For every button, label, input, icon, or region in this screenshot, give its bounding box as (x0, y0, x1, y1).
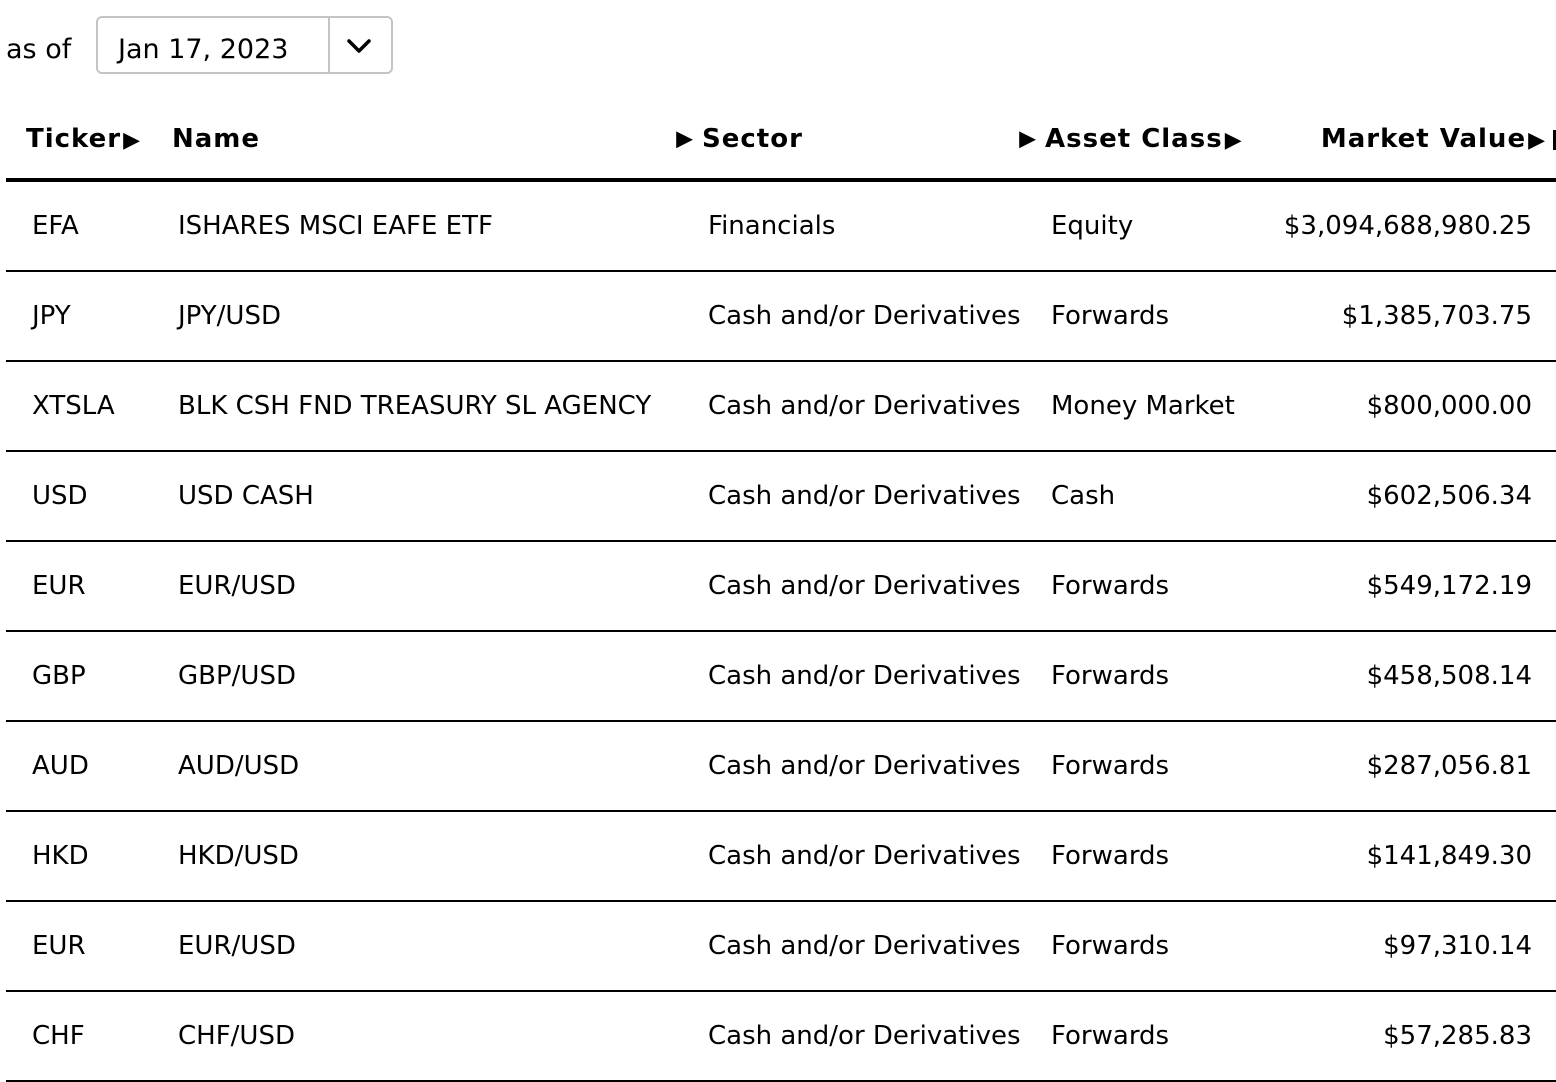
cell-asset-class: Forwards (1043, 541, 1283, 631)
cell-asset-class: Money Market (1043, 361, 1283, 451)
cell-ticker: EUR (6, 541, 170, 631)
table-row (6, 361, 1556, 451)
cell-asset-class: Forwards (1043, 901, 1283, 991)
cell-asset-class: Cash (1043, 451, 1283, 541)
cell-sector: Cash and/or Derivatives (700, 541, 1043, 631)
column-header-label: Sector (702, 124, 803, 154)
cell-ticker: XTSLA (6, 361, 170, 451)
cell-market-value: $549,172.19 (1283, 541, 1556, 631)
sort-arrow-icon: ▶ (123, 128, 142, 153)
cell-ticker: JPY (6, 271, 170, 361)
cell-sector: Cash and/or Derivatives (700, 901, 1043, 991)
cell-asset-class: Forwards (1043, 811, 1283, 901)
cell-name: USD CASH (170, 451, 700, 541)
cell-sector: Cash and/or Derivatives (700, 721, 1043, 811)
sort-arrow-icon: ▶ (1019, 126, 1037, 152)
cell-market-value: $97,310.14 (1283, 901, 1556, 991)
cell-sector: Cash and/or Derivatives (700, 361, 1043, 451)
column-header-sector[interactable] (700, 100, 1043, 180)
cell-sector: Cash and/or Derivatives (700, 451, 1043, 541)
date-filter-bar (0, 0, 1556, 90)
table-row (6, 721, 1556, 811)
cell-name: EUR/USD (170, 541, 700, 631)
cell-name: CHF/USD (170, 991, 700, 1081)
cell-name: AUD/USD (170, 721, 700, 811)
sort-arrow-icon: ▶ (676, 126, 694, 152)
cell-market-value: $141,849.30 (1283, 811, 1556, 901)
cell-name: JPY/USD (170, 271, 700, 361)
table-row (6, 991, 1556, 1081)
cell-ticker: AUD (6, 721, 170, 811)
table-row (6, 901, 1556, 991)
cell-asset-class: Equity (1043, 180, 1283, 271)
cell-sector: Financials (700, 180, 1043, 271)
cell-ticker: CHF (6, 991, 170, 1081)
cell-market-value: $287,056.81 (1283, 721, 1556, 811)
table-row (6, 451, 1556, 541)
cell-name: BLK CSH FND TREASURY SL AGENCY (170, 361, 700, 451)
cell-sector: Cash and/or Derivatives (700, 991, 1043, 1081)
column-header-ticker[interactable] (6, 100, 170, 180)
as-of-label: as of (6, 34, 72, 65)
cell-asset-class: Forwards (1043, 271, 1283, 361)
chevron-down-icon[interactable] (344, 32, 374, 60)
column-header-label: Ticker (26, 124, 122, 154)
sort-arrow-icon: ▶ (1528, 128, 1546, 153)
cell-asset-class: Forwards (1043, 991, 1283, 1081)
cell-name: GBP/USD (170, 631, 700, 721)
column-header-market-value[interactable] (1283, 100, 1556, 180)
table-header-row (6, 100, 1556, 180)
cell-ticker: USD (6, 451, 170, 541)
column-header-asset-class[interactable] (1043, 100, 1283, 180)
cell-ticker: EUR (6, 901, 170, 991)
column-header-label: Asset Class (1045, 124, 1223, 154)
cell-sector: Cash and/or Derivatives (700, 631, 1043, 721)
cell-market-value: $1,385,703.75 (1283, 271, 1556, 361)
cell-name: ISHARES MSCI EAFE ETF (170, 180, 700, 271)
holdings-table (6, 100, 1556, 1082)
cell-ticker: HKD (6, 811, 170, 901)
cell-market-value: $800,000.00 (1283, 361, 1556, 451)
cell-name: HKD/USD (170, 811, 700, 901)
cell-asset-class: Forwards (1043, 721, 1283, 811)
table-row (6, 180, 1556, 271)
cell-name: EUR/USD (170, 901, 700, 991)
cell-asset-class: Forwards (1043, 631, 1283, 721)
cell-ticker: EFA (6, 180, 170, 271)
table-row (6, 811, 1556, 901)
table-row (6, 541, 1556, 631)
date-select-value: Jan 17, 2023 (118, 34, 289, 65)
cell-sector: Cash and/or Derivatives (700, 811, 1043, 901)
cell-sector: Cash and/or Derivatives (700, 271, 1043, 361)
column-header-label: Market Value (1320, 124, 1527, 154)
table-row (6, 271, 1556, 361)
table-row (6, 631, 1556, 721)
cell-ticker: GBP (6, 631, 170, 721)
cell-market-value: $458,508.14 (1283, 631, 1556, 721)
cell-market-value: $602,506.34 (1283, 451, 1556, 541)
column-header-name[interactable] (170, 100, 700, 180)
column-header-label: Name (172, 124, 261, 154)
cell-market-value: $3,094,688,980.25 (1283, 180, 1556, 271)
dropdown-divider (328, 18, 330, 72)
cell-market-value: $57,285.83 (1283, 991, 1556, 1081)
sort-arrow-icon: ▶ (1224, 128, 1243, 153)
date-select-dropdown[interactable] (96, 16, 393, 74)
